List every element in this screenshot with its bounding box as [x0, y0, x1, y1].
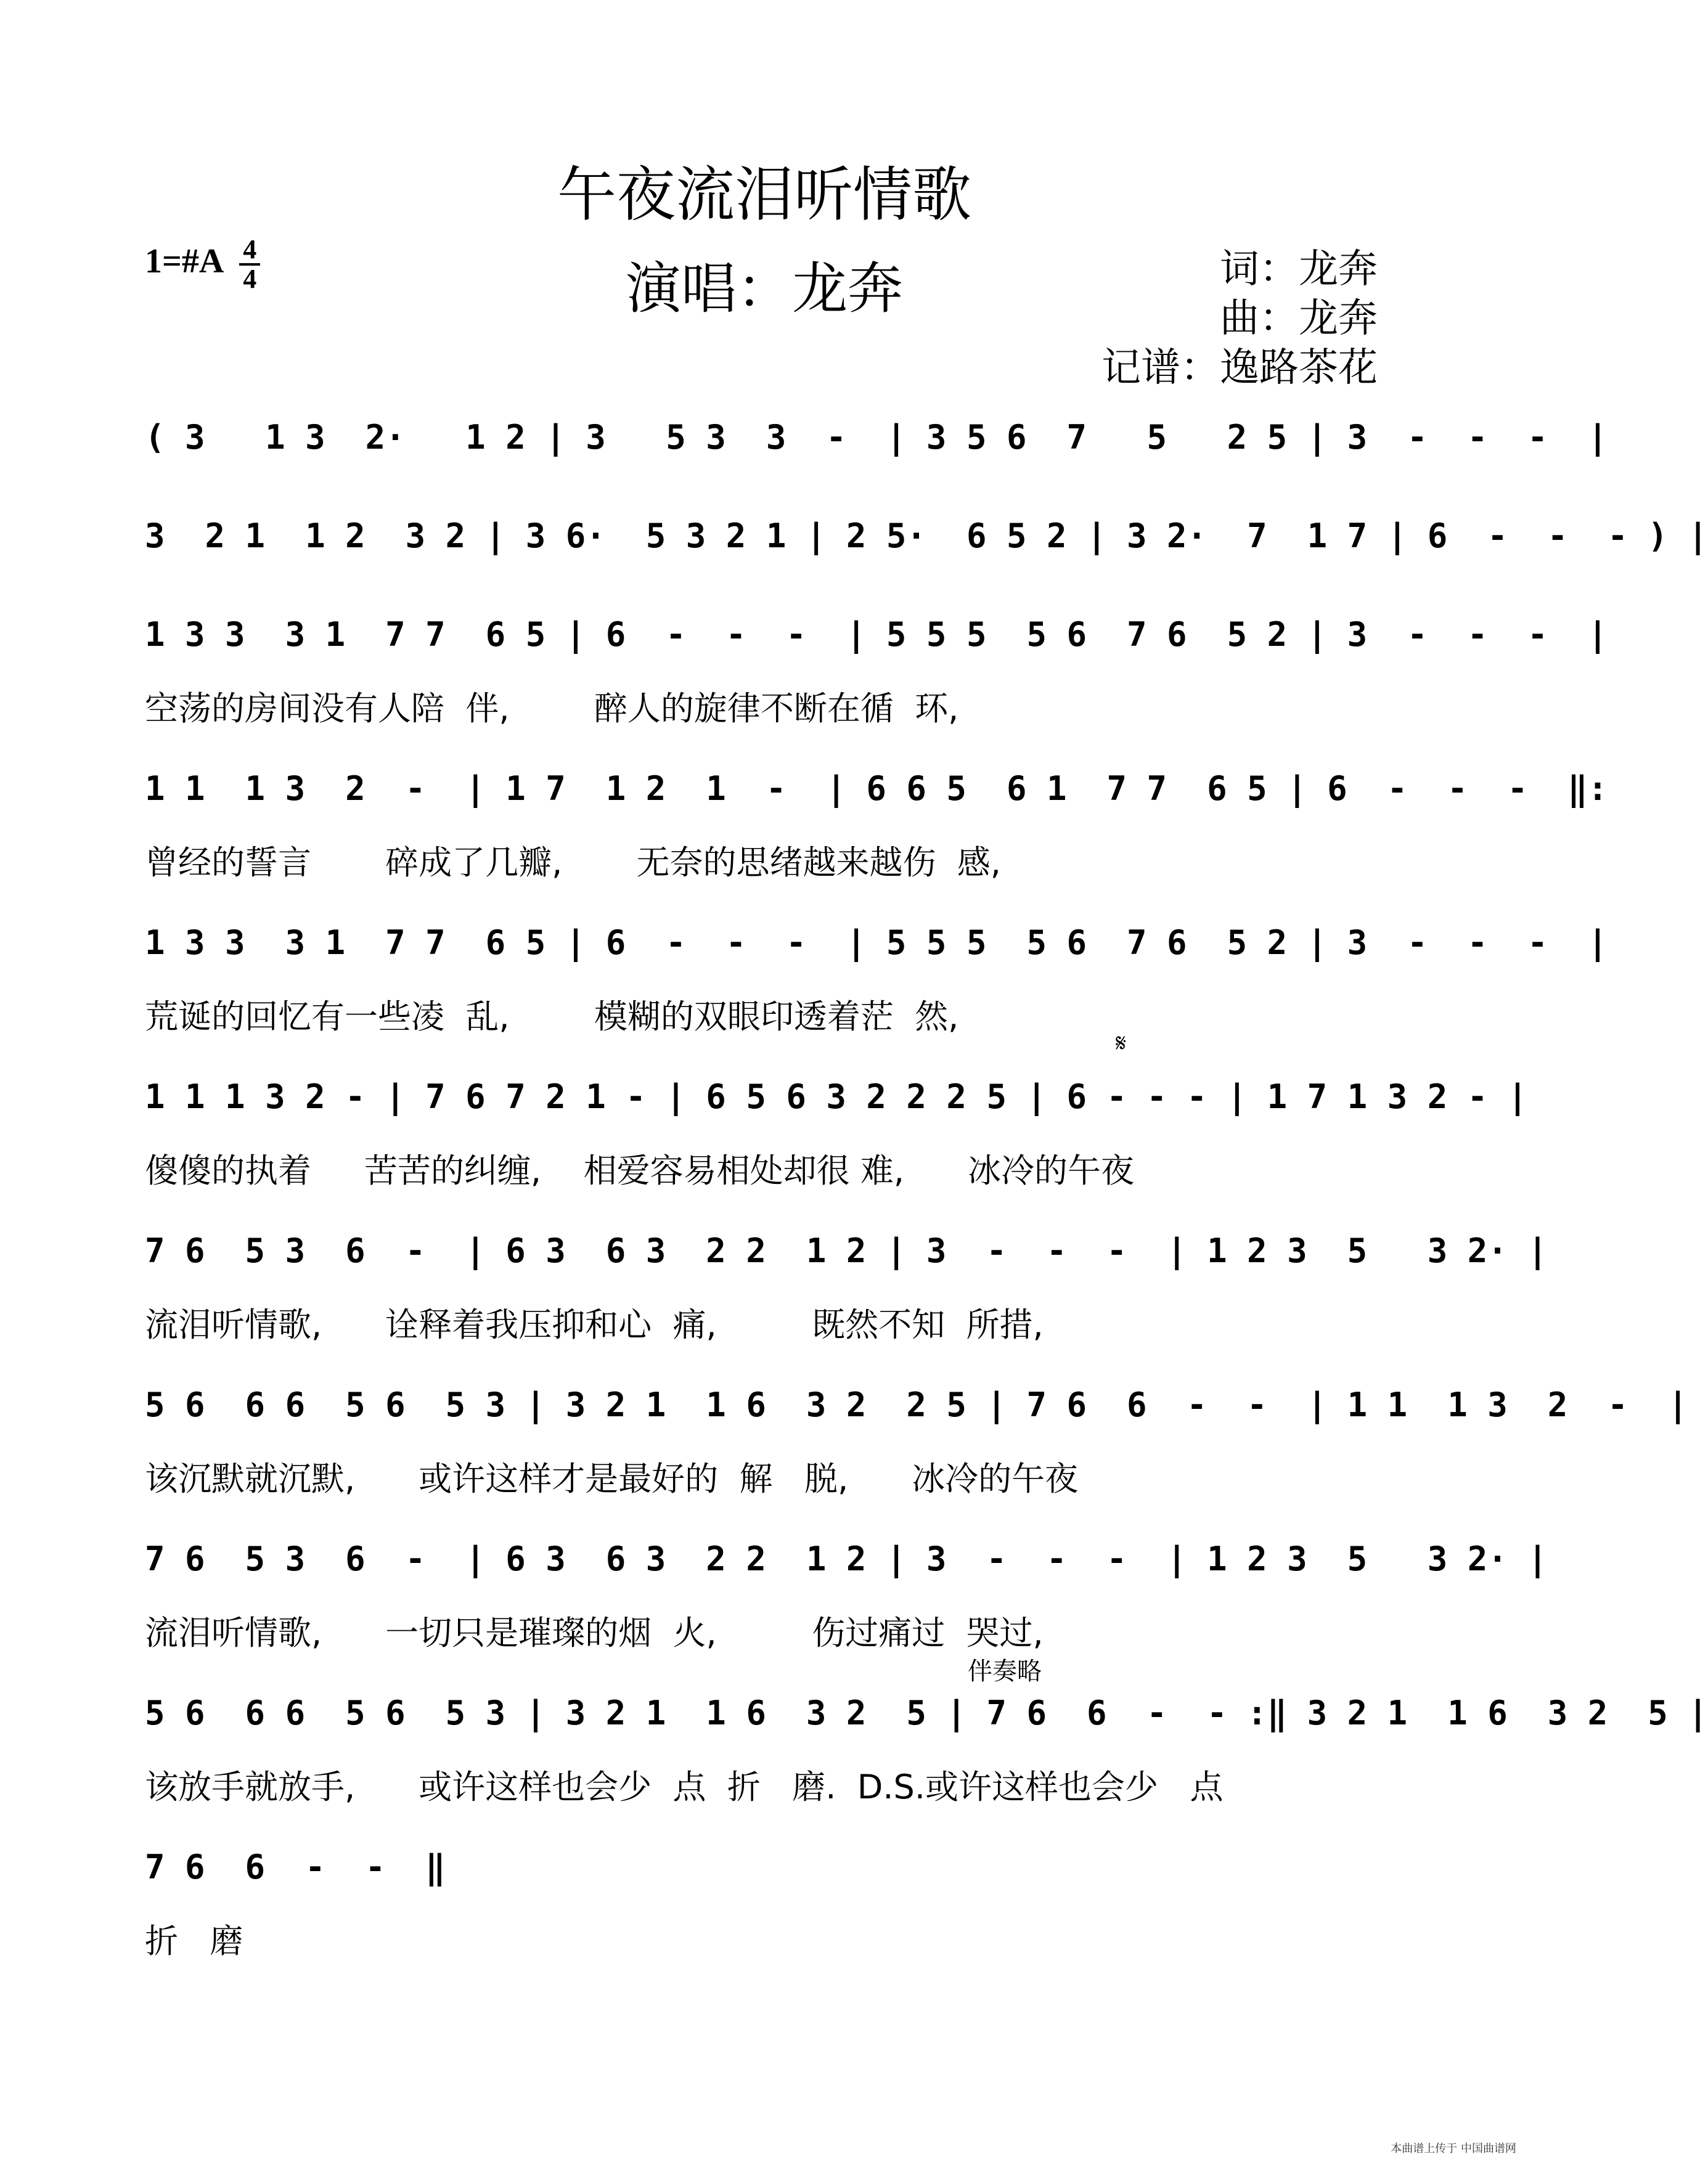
notes-line: 7 6 6 - - ‖ [145, 1848, 446, 1887]
credit-composer: 曲：龙奔 [1220, 296, 1378, 341]
footer-credit: 本曲谱上传于 中国曲谱网 [1391, 2142, 1516, 2155]
lyrics-line: 该放手就放手, 或许这样也会少 点 折 磨. D.S.或许这样也会少 点 [145, 1768, 1224, 1806]
lyrics-line: 傻傻的执着 苦苦的纠缠, 相爱容易相处却很 难, 冰冷的午夜 [145, 1151, 1134, 1190]
notes-line: 1 1 1 3 2 - | 1 7 1 2 1 - | 6 6 5 6 1 7 7 6 5 | 6 - - - ‖: [145, 769, 1608, 808]
notes-line: 7 6 5 3 6 - | 6 3 6 3 2 2 1 2 | 3 - - - | 1 2 3 5 3 2· | [145, 1540, 1548, 1578]
time-bottom: 4 [243, 264, 257, 294]
lyrics-line: 荒诞的回忆有一些凌 乱, 模糊的双眼印透着茫 然, [145, 997, 959, 1036]
key-signature [145, 234, 260, 294]
credit-lyricist: 词：龙奔 [1220, 247, 1378, 292]
notes-line: 1 3 3 3 1 7 7 6 5 | 6 - - - | 5 5 5 5 6 7 6 5 2 | 3 - - - | [145, 615, 1608, 654]
lyrics-line: 空荡的房间没有人陪 伴, 醉人的旋律不断在循 环, [145, 689, 959, 728]
notes-line: 1 3 3 3 1 7 7 6 5 | 6 - - - | 5 5 5 5 6 7 6 5 2 | 3 - - - | [145, 923, 1608, 962]
credit-transcriber: 记谱：逸路茶花 [1101, 345, 1378, 391]
notes-line: 1 1 1 3 2 - | 7 6 7 2 1 - | 6 5 6 3 2 2 2 5 | 6 - - - | 1 7 1 3 2 - | [145, 1077, 1528, 1116]
key-prefix: 1=#A [145, 242, 223, 280]
song-title: 午夜流泪听情歌 [557, 160, 971, 229]
notes-line: ( 3 1 3 2· 1 2 | 3 5 3 3 - | 3 5 6 7 5 2 5 | 3 - - - | [145, 418, 1608, 457]
lyrics-line: 流泪听情歌, 一切只是璀璨的烟 火, 伤过痛过 哭过, [145, 1613, 1044, 1652]
segno-mark: 𝄋 [1116, 1029, 1127, 1058]
lyrics-line: 折 磨 [145, 1922, 243, 1960]
lyrics-line: 该沉默就沉默, 或许这样才是最好的 解 脱, 冰冷的午夜 [145, 1459, 1079, 1498]
notes-line: 3 2 1 1 2 3 2 | 3 6· 5 3 2 1 | 2 5· 6 5 2 | 3 2· 7 1 7 | 6 - - - ) | [145, 516, 1708, 555]
singer-line: 演唱：龙奔 [626, 256, 903, 321]
time-signature [239, 234, 260, 294]
lyrics-line: 流泪听情歌, 诠释着我压抑和心 痛, 既然不知 所措, [145, 1305, 1044, 1344]
notes-line: 5 6 6 6 5 6 5 3 | 3 2 1 1 6 3 2 5 | 7 6 6 - - :‖ 3 2 1 1 6 3 2 5 | [145, 1694, 1708, 1732]
lyrics-line: 曾经的誓言 碎成了几瓣, 无奈的思绪越来越伤 感, [145, 843, 1001, 882]
accompaniment-note: 伴奏略 [968, 1657, 1042, 1686]
notes-line: 5 6 6 6 5 6 5 3 | 3 2 1 1 6 3 2 2 5 | 7 6 6 - - | 1 1 1 3 2 - | [145, 1385, 1688, 1424]
time-top: 4 [243, 234, 257, 264]
notes-line: 7 6 5 3 6 - | 6 3 6 3 2 2 1 2 | 3 - - - | 1 2 3 5 3 2· | [145, 1231, 1548, 1270]
